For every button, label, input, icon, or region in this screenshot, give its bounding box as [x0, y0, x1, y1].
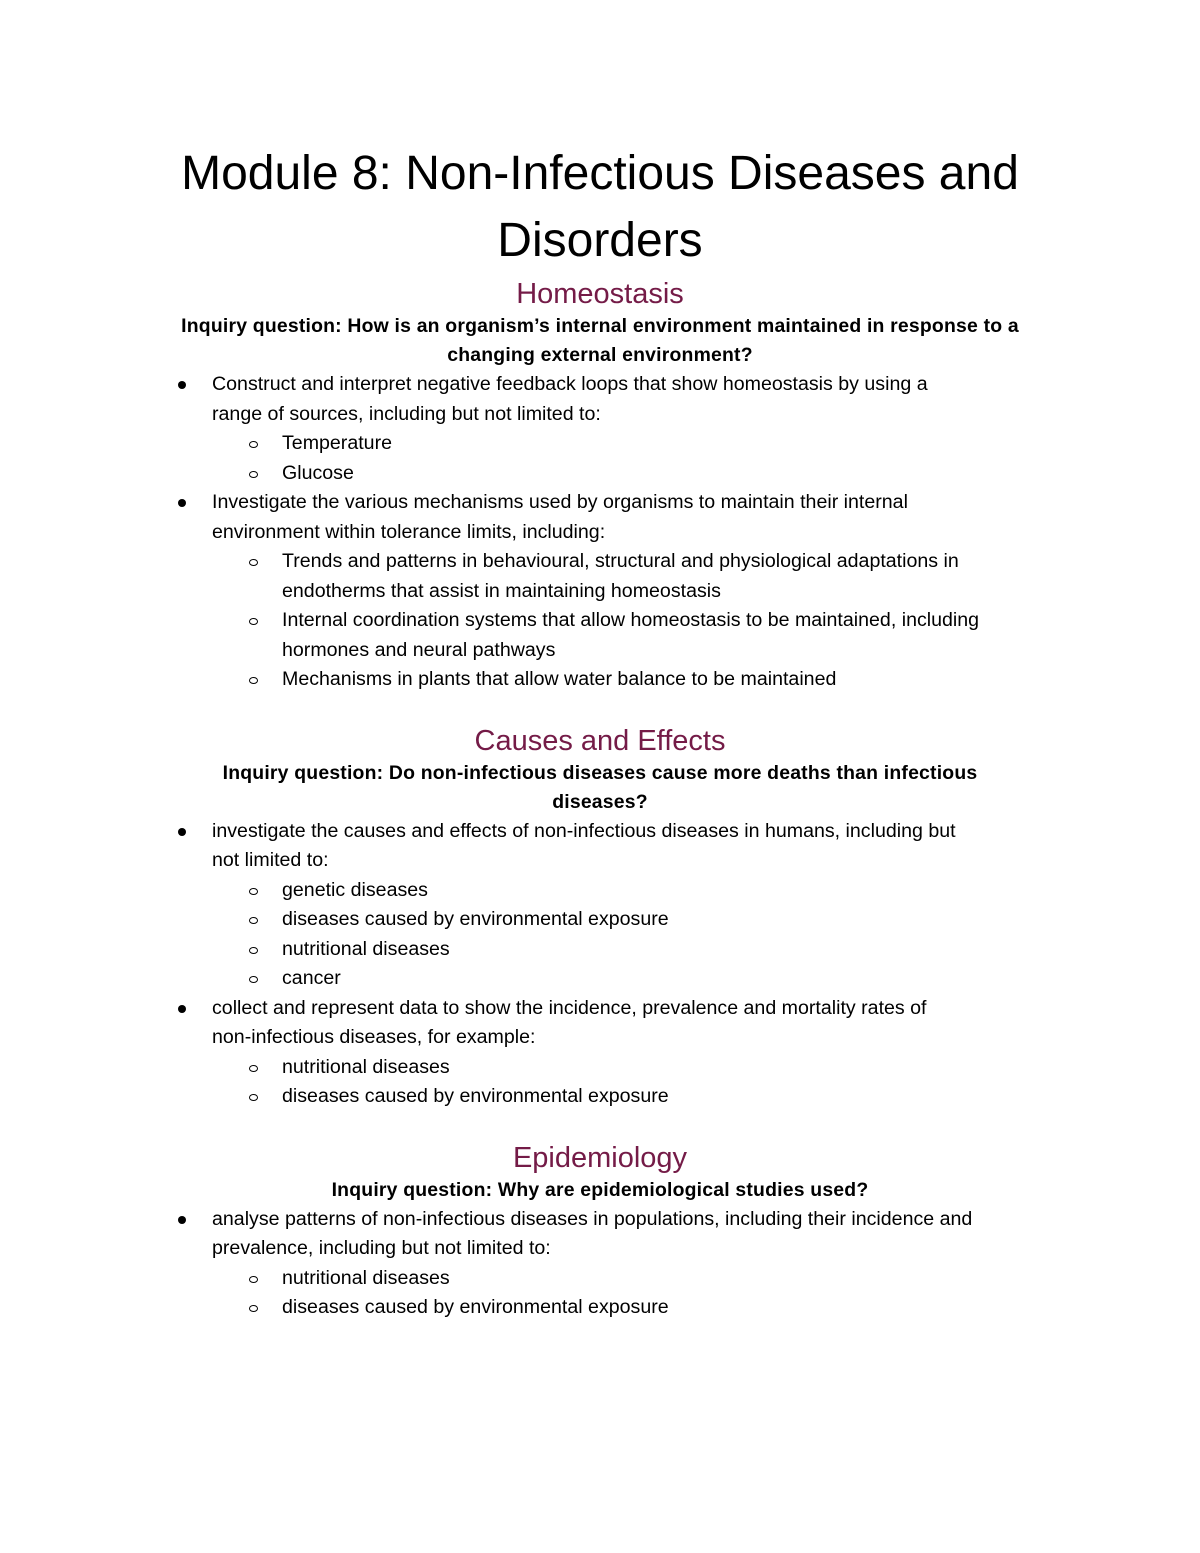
sub-list-item — [212, 547, 1056, 606]
sub-list-item-text: Mechanisms in plants that allow water balance to be maintained — [282, 668, 837, 690]
sub-list-item-text: endotherms that assist in maintaining homeostasis — [282, 579, 721, 602]
sub-list-item — [212, 429, 1056, 459]
inquiry-question — [144, 312, 1056, 370]
sub-list-item-text: genetic diseases — [282, 878, 428, 901]
sub-list-item — [212, 1053, 1056, 1083]
sub-list-item — [212, 665, 1056, 695]
section-epidemiology — [144, 1140, 1056, 1323]
sub-list-item-text: nutritional diseases — [282, 937, 450, 960]
bullet-disc-icon — [178, 1216, 186, 1224]
bullet-circle-icon — [249, 888, 258, 895]
sub-list-item-text: Internal coordination systems that allow homeostasis to be maintained, including — [282, 609, 980, 631]
sub-bullet-list — [212, 1053, 1056, 1112]
bullet-disc-icon — [178, 499, 186, 507]
inquiry-question-line: Inquiry question: Why are epidemiological studies used? — [331, 1178, 869, 1201]
list-item-text: prevalence, including but not limited to: — [212, 1237, 551, 1259]
sub-list-item-text: diseases caused by environmental exposure — [282, 1296, 669, 1318]
bullet-circle-icon — [249, 1065, 258, 1072]
list-item — [144, 817, 1056, 994]
bullet-circle-icon — [249, 441, 258, 448]
sub-list-item — [212, 905, 1056, 935]
sub-list-item-text: nutritional diseases — [282, 1055, 450, 1078]
sub-bullet-list — [212, 547, 1056, 695]
list-item-text: non-infectious diseases, for example: — [212, 1026, 536, 1048]
inquiry-question-line: diseases? — [552, 790, 648, 813]
list-item-text: not limited to: — [212, 849, 329, 871]
bullet-circle-icon — [249, 677, 258, 684]
sub-list-item-text: Trends and patterns in behavioural, structural and physiological adaptations in — [282, 550, 959, 572]
sub-list-item-text: diseases caused by environmental exposure — [282, 1085, 669, 1107]
list-item-text: analyse patterns of non-infectious diseases in populations, including their incidence and — [212, 1207, 973, 1230]
inquiry-question-line: Inquiry question: How is an organism’s internal environment maintained in response to a — [181, 315, 1019, 337]
bullet-circle-icon — [249, 1305, 258, 1312]
sub-list-item-text: cancer — [282, 967, 341, 989]
sub-list-item — [212, 1264, 1056, 1294]
section-heading: Homeostasis — [516, 278, 684, 310]
section-causes-and-effects — [144, 723, 1056, 1112]
bullet-list — [144, 370, 1056, 695]
sub-list-item — [212, 964, 1056, 994]
page-title-line: Module 8: Non-Infectious Diseases and — [181, 147, 1019, 200]
bullet-circle-icon — [249, 976, 258, 983]
bullet-list — [144, 1205, 1056, 1323]
sections-container — [144, 276, 1056, 1323]
sub-bullet-list — [212, 429, 1056, 488]
bullet-circle-icon — [249, 471, 258, 478]
list-item-text: investigate the causes and effects of non-infectious diseases in humans, including but — [212, 819, 956, 842]
bullet-circle-icon — [249, 917, 258, 924]
bullet-circle-icon — [249, 1094, 258, 1101]
list-item — [144, 370, 1056, 488]
sub-list-item-text: nutritional diseases — [282, 1266, 450, 1289]
sub-bullet-list — [212, 876, 1056, 994]
bullet-circle-icon — [249, 559, 258, 566]
sub-bullet-list — [212, 1264, 1056, 1323]
sub-list-item-text: Glucose — [282, 461, 354, 484]
list-item-text: Construct and interpret negative feedback loops that show homeostasis by using a — [212, 373, 928, 395]
list-item-text: collect and represent data to show the incidence, prevalence and mortality rates of — [212, 996, 927, 1019]
sub-list-item — [212, 1293, 1056, 1323]
section-heading: Causes and Effects — [474, 724, 726, 757]
bullet-disc-icon — [178, 828, 186, 836]
inquiry-question-line: Inquiry question: Do non-infectious diseases cause more deaths than infectious — [222, 761, 978, 784]
section-heading: Epidemiology — [512, 1141, 688, 1174]
bullet-list — [144, 817, 1056, 1112]
list-item-text: Investigate the various mechanisms used by organisms to maintain their internal — [212, 491, 908, 513]
sub-list-item-text: diseases caused by environmental exposure — [282, 908, 669, 930]
sub-list-item — [212, 606, 1056, 665]
sub-list-item-text: hormones and neural pathways — [282, 638, 556, 661]
list-item — [144, 994, 1056, 1112]
bullet-disc-icon — [178, 1005, 186, 1013]
page-title-line: Disorders — [497, 214, 703, 267]
sub-list-item-text: Temperature — [282, 432, 392, 454]
page-title — [144, 140, 1056, 274]
list-item-text: range of sources, including but not limited to: — [212, 402, 601, 425]
bullet-circle-icon — [249, 618, 258, 625]
inquiry-question — [144, 759, 1056, 817]
inquiry-question-line: changing external environment? — [447, 344, 753, 366]
document-page — [144, 140, 1056, 1323]
bullet-disc-icon — [178, 381, 186, 389]
list-item — [144, 488, 1056, 695]
sub-list-item — [212, 935, 1056, 965]
bullet-circle-icon — [249, 947, 258, 954]
sub-list-item — [212, 1082, 1056, 1112]
section-homeostasis — [144, 276, 1056, 695]
list-item-text: environment within tolerance limits, including: — [212, 520, 606, 543]
sub-list-item — [212, 876, 1056, 906]
sub-list-item — [212, 459, 1056, 489]
list-item — [144, 1205, 1056, 1323]
inquiry-question — [144, 1176, 1056, 1205]
bullet-circle-icon — [249, 1276, 258, 1283]
